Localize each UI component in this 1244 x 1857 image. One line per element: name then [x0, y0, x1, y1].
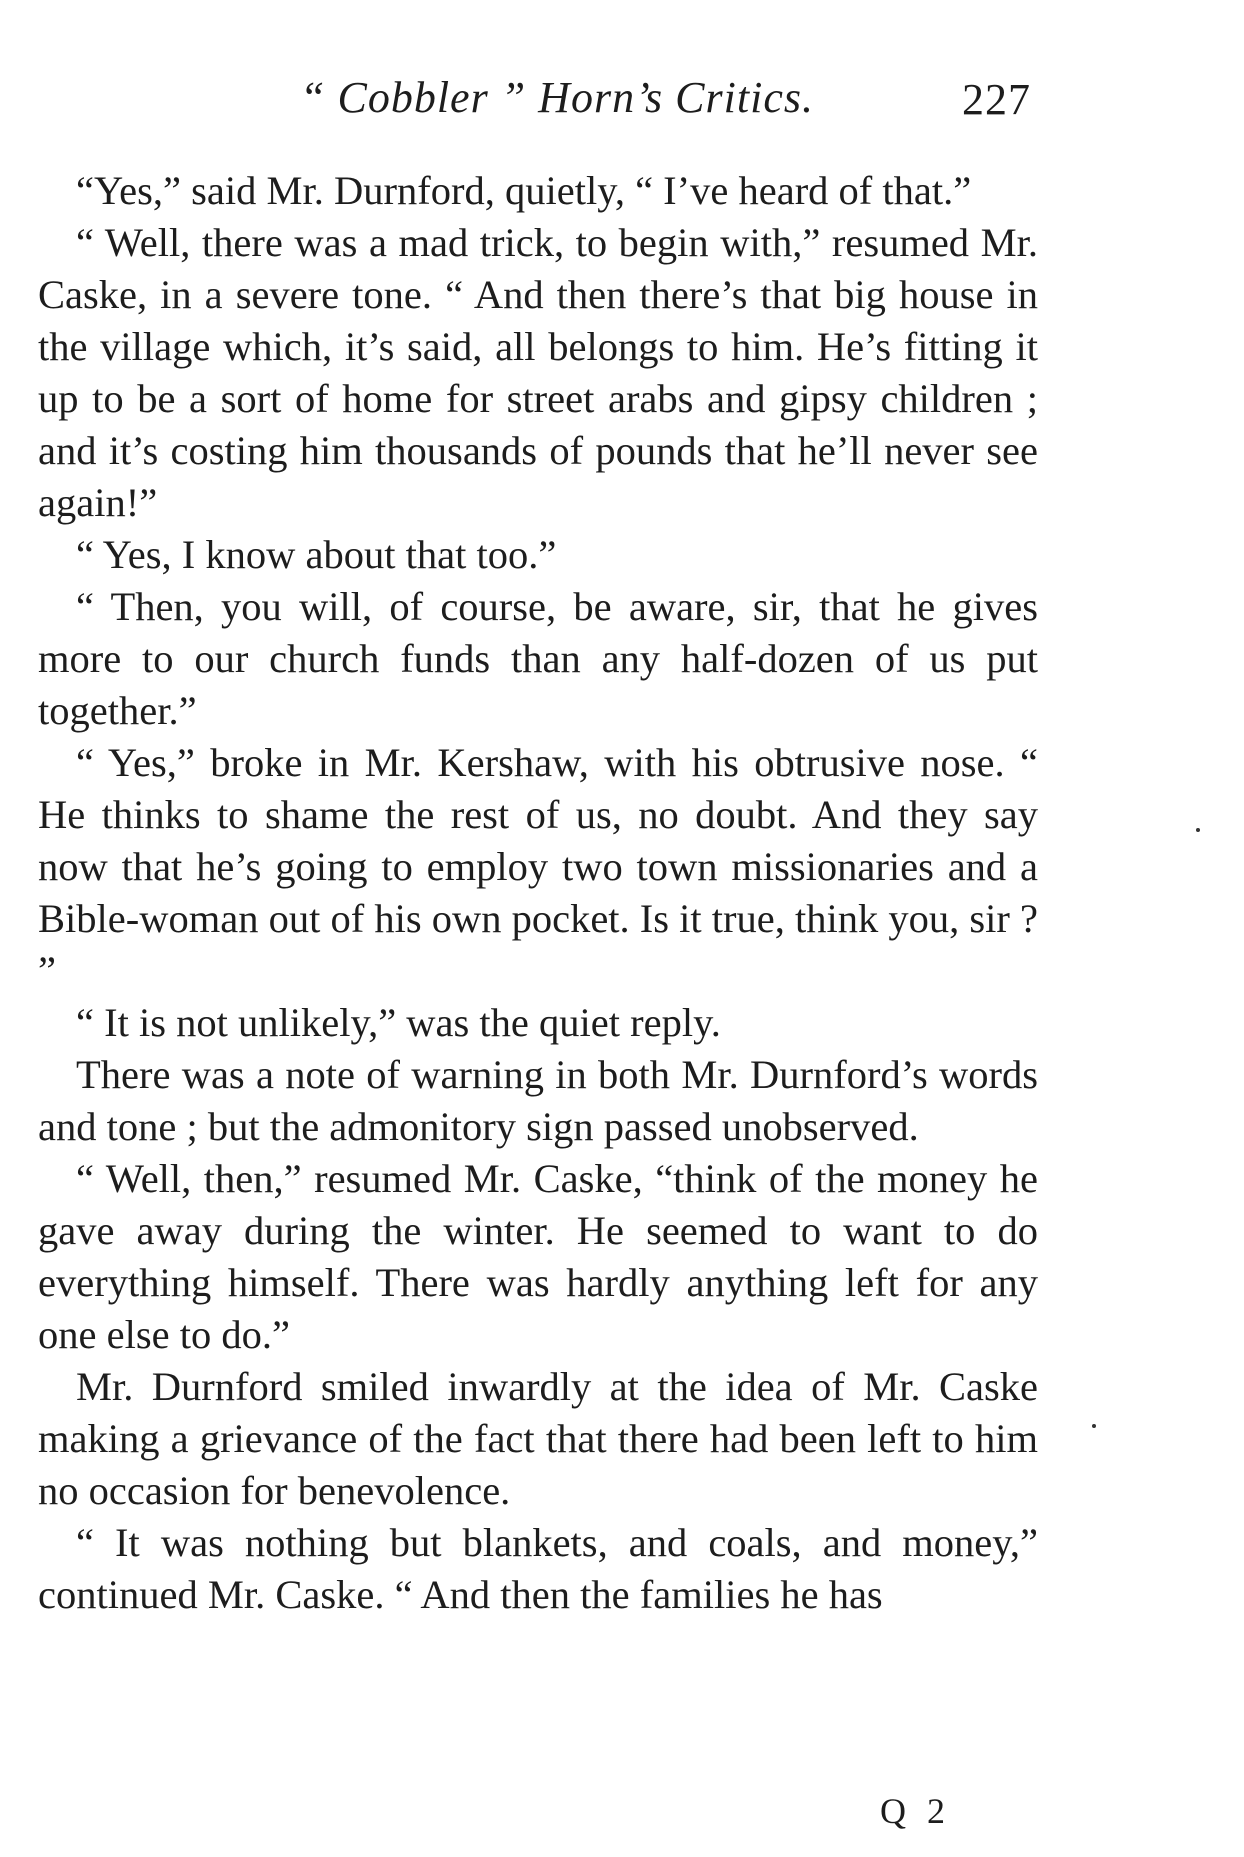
paragraph: “ Well, there was a mad trick, to begin with,” resumed Mr. Caske, in a severe tone. “ And then there’s that big house in the village which, it’s said, all belongs to him. He’s fitting it up to be a sort of home for street arabs and gipsy children ; and it’s costing him thousands of pounds that he’ll never see again!”: [38, 220, 1038, 525]
paragraph: “Yes,” said Mr. Durnford, quietly, “ I’ve heard of that.”: [76, 168, 972, 213]
paragraph: “ Then, you will, of course, be aware, sir, that he gives more to our church funds than any half-dozen of us put together.”: [38, 584, 1038, 733]
paragraph: There was a note of warning in both Mr. Durnford’s words and tone ; but the admonitory sign passed unobserved.: [38, 1052, 1038, 1149]
paragraph: “ Yes,” broke in Mr. Kershaw, with his obtrusive nose. “ He thinks to shame the rest of us, no doubt. And they say now that he’s going to employ two town missionaries and a Bible-woman out of his own pocket. Is it true, think you, sir ? ”: [38, 740, 1038, 993]
signature-mark: Q 2: [880, 1791, 951, 1831]
paragraph: Mr. Durnford smiled inwardly at the idea of Mr. Caske making a grievance of the fact that there had been left to him no occasion for benevolence.: [38, 1364, 1038, 1513]
paragraph: “ It was nothing but blankets, and coals, and money,” continued Mr. Caske. “ And then the families he has: [38, 1520, 1038, 1617]
body-text: [38, 165, 1038, 1621]
page-header: [0, 72, 1244, 132]
running-title: “ Cobbler ” Horn’s Critics.: [300, 73, 814, 122]
ink-speck: [1196, 828, 1200, 832]
paragraph: “ It is not unlikely,” was the quiet reply.: [76, 1000, 721, 1045]
paragraph: “ Well, then,” resumed Mr. Caske, “think of the money he gave away during the winter. He seemed to want to do everything himself. There was hardly anything left for any one else to do.”: [38, 1156, 1038, 1357]
ink-speck: [1092, 1424, 1096, 1428]
page-number: 227: [962, 75, 1031, 124]
paragraph: “ Yes, I know about that too.”: [76, 532, 557, 577]
